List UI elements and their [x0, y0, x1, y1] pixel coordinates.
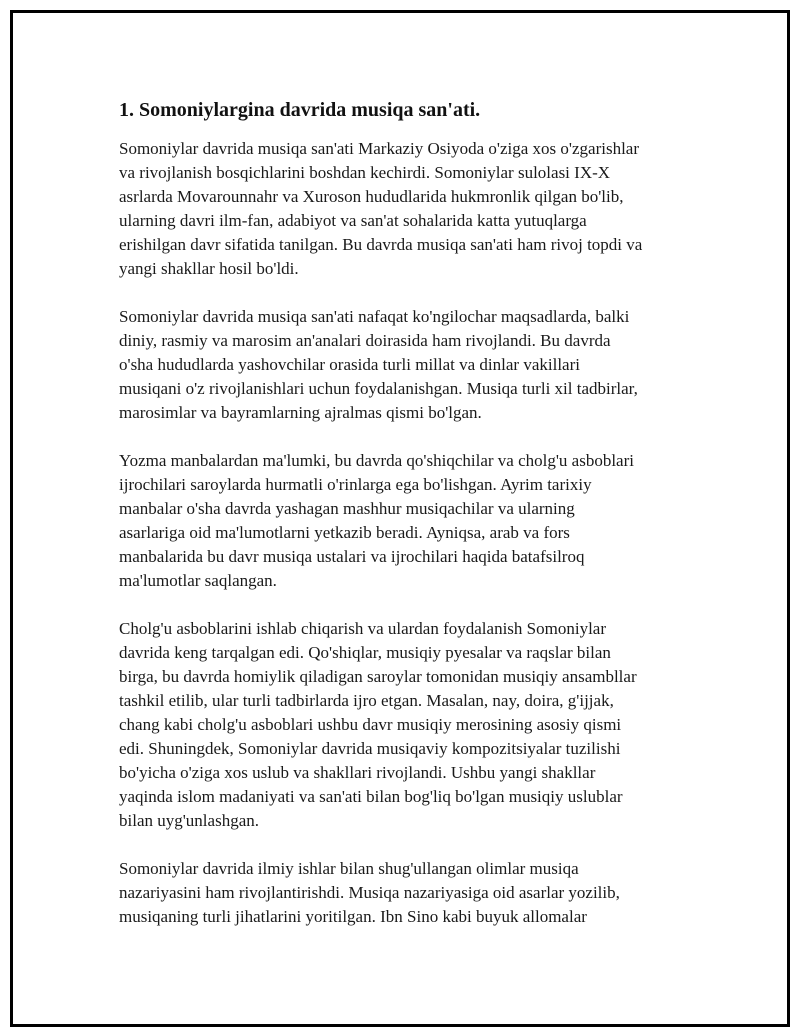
- text-line: o'sha hududlarda yashovchilar orasida turli millat va dinlar vakillari: [119, 355, 580, 374]
- text-line: Cholg'u asboblarini ishlab chiqarish va ulardan foydalanish Somoniylar: [119, 619, 606, 638]
- paragraph-3: [119, 449, 699, 593]
- paragraph-4: [119, 617, 699, 833]
- document-content: [119, 97, 699, 953]
- text-line: Somoniylar davrida ilmiy ishlar bilan shug'ullangan olimlar musiqa: [119, 859, 579, 878]
- text-line: ijrochilari saroylarda hurmatli o'rinlarga ega bo'lishgan. Ayrim tarixiy: [119, 475, 592, 494]
- text-line: manbalar o'sha davrda yashagan mashhur musiqachilar va ularning: [119, 499, 575, 518]
- text-line: musiqaning turli jihatlarini yoritilgan. Ibn Sino kabi buyuk allomalar: [119, 907, 587, 926]
- text-line: ularning davri ilm-fan, adabiyot va san'at sohalarida katta yutuqlarga: [119, 211, 587, 230]
- page-frame: [10, 10, 790, 1027]
- text-line: marosimlar va bayramlarning ajralmas qismi bo'lgan.: [119, 403, 482, 422]
- text-line: tashkil etilib, ular turli tadbirlarda ijro etgan. Masalan, nay, doira, g'ijjak,: [119, 691, 614, 710]
- text-line: birga, bu davrda homiylik qiladigan saroylar tomonidan musiqiy ansambllar: [119, 667, 637, 686]
- page-title: 1. Somoniylargina davrida musiqa san'ati.: [119, 99, 481, 121]
- paragraph-5: [119, 857, 699, 929]
- text-line: davrida keng tarqalgan edi. Qo'shiqlar, musiqiy pyesalar va raqslar bilan: [119, 643, 611, 662]
- text-line: diniy, rasmiy va marosim an'analari doirasida ham rivojlandi. Bu davrda: [119, 331, 611, 350]
- text-line: erishilgan davr sifatida tanilgan. Bu davrda musiqa san'ati ham rivoj topdi va: [119, 235, 643, 254]
- text-line: chang kabi cholg'u asboblari ushbu davr musiqiy merosining asosiy qismi: [119, 715, 622, 734]
- text-line: edi. Shuningdek, Somoniylar davrida musiqaviy kompozitsiyalar tuzilishi: [119, 739, 621, 758]
- text-line: asrlarda Movarounnahr va Xuroson hududlarida hukmronlik qilgan bo'lib,: [119, 187, 624, 206]
- paragraph-2: [119, 305, 699, 425]
- text-line: Yozma manbalardan ma'lumki, bu davrda qo'shiqchilar va cholg'u asboblari: [119, 451, 634, 470]
- text-line: Somoniylar davrida musiqa san'ati nafaqat ko'ngilochar maqsadlarda, balki: [119, 307, 630, 326]
- text-line: manbalarida bu davr musiqa ustalari va ijrochilari haqida batafsilroq: [119, 547, 585, 566]
- text-line: bilan uyg'unlashgan.: [119, 811, 259, 830]
- paragraph-1: [119, 137, 699, 281]
- text-line: asarlariga oid ma'lumotlarni yetkazib beradi. Ayniqsa, arab va fors: [119, 523, 570, 542]
- text-line: Somoniylar davrida musiqa san'ati Markaziy Osiyoda o'ziga xos o'zgarishlar: [119, 139, 640, 158]
- text-line: bo'yicha o'ziga xos uslub va shakllari rivojlandi. Ushbu yangi shakllar: [119, 763, 596, 782]
- text-line: yaqinda islom madaniyati va san'ati bilan bog'liq bo'lgan musiqiy uslublar: [119, 787, 623, 806]
- text-line: nazariyasini ham rivojlantirishdi. Musiqa nazariyasiga oid asarlar yozilib,: [119, 883, 620, 902]
- text-line: va rivojlanish bosqichlarini boshdan kechirdi. Somoniylar sulolasi IX-X: [119, 163, 611, 182]
- text-line: yangi shakllar hosil bo'ldi.: [119, 259, 299, 278]
- text-line: ma'lumotlar saqlangan.: [119, 571, 277, 590]
- text-line: musiqani o'z rivojlanishlari uchun foydalanishgan. Musiqa turli xil tadbirlar,: [119, 379, 638, 398]
